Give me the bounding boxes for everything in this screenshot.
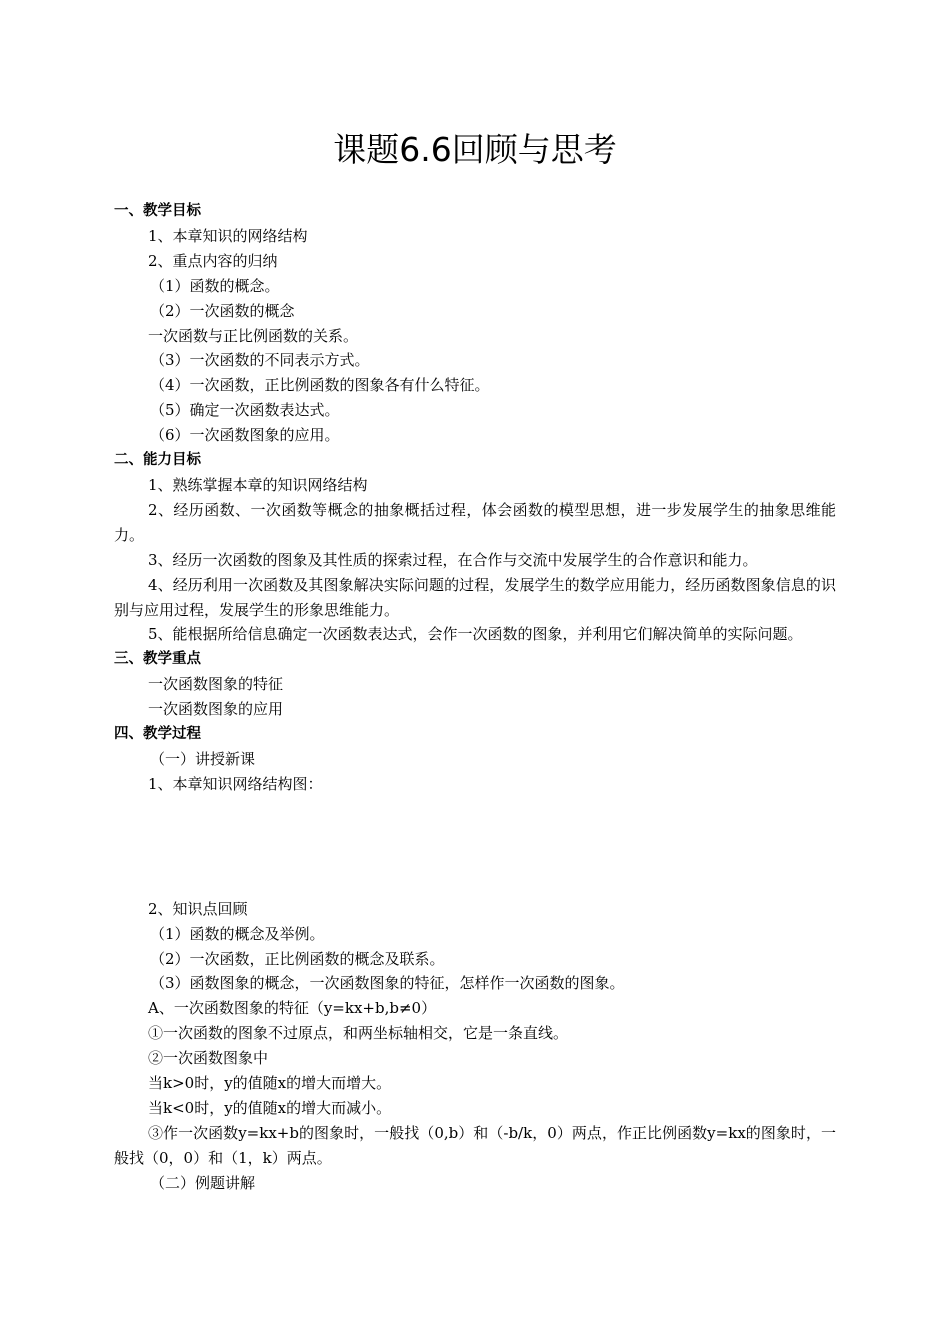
- blank-diagram-space: [114, 797, 836, 897]
- text-line: （5）确定一次函数表达式。: [150, 401, 340, 420]
- page-title: 课题6.6回顾与思考: [333, 130, 617, 169]
- text-line: 1、本章知识的网络结构: [148, 226, 308, 245]
- paragraph: 4、经历利用一次函数及其图象解决实际问题的过程，发展学生的数学应用能力，经历函数图象信息的识别与应用过程，发展学生的形象思维能力。: [114, 575, 836, 619]
- text-line: （1）函数的概念。: [150, 276, 280, 295]
- paragraph: 5、能根据所给信息确定一次函数表达式，会作一次函数的图象，并利用它们解决简单的实际问题。: [148, 625, 803, 644]
- text-line: 3、经历一次函数的图象及其性质的探索过程，在合作与交流中发展学生的合作意识和能力。: [148, 550, 758, 569]
- text-line: A、一次函数图象的特征（y=kx+b,b≠0）: [148, 999, 437, 1018]
- paragraph: 2、经历函数、一次函数等概念的抽象概括过程，体会函数的模型思想，进一步发展学生的抽象思维能力。: [114, 500, 836, 544]
- paragraph: ③作一次函数y=kx+b的图象时，一般找（0,b）和（-b/k，0）两点，作正比例函数y=kx的图象时，一般找（0，0）和（1，k）两点。: [114, 1123, 836, 1167]
- text-line: （4）一次函数，正比例函数的图象各有什么特征。: [150, 376, 490, 395]
- text-line: （1）函数的概念及举例。: [150, 924, 325, 943]
- text-line: 1、熟练掌握本章的知识网络结构: [148, 475, 368, 494]
- text-line: 一次函数图象的应用: [148, 700, 284, 719]
- text-line: 当k>0时，y的值随x的增大而增大。: [148, 1074, 392, 1093]
- section-heading-teaching-goals: 一、教学目标: [114, 203, 201, 219]
- section-heading-ability-goals: 二、能力目标: [114, 452, 201, 469]
- section-heading-key-points: 三、教学重点: [114, 651, 201, 668]
- text-line: ①一次函数的图象不过原点，和两坐标轴相交，它是一条直线。: [148, 1024, 569, 1043]
- text-line: 1、本章知识网络结构图：: [148, 774, 323, 793]
- text-line: （一）讲授新课: [150, 749, 256, 768]
- text-line: 2、知识点回顾: [148, 899, 248, 918]
- document-body: [114, 199, 836, 1196]
- text-line: （3）一次函数的不同表示方式。: [150, 351, 370, 370]
- section-heading-teaching-process: 四、教学过程: [114, 726, 201, 743]
- text-line: 2、重点内容的归纳: [148, 251, 278, 270]
- text-line: （2）一次函数的概念: [150, 301, 295, 320]
- text-line: （二）例题讲解: [150, 1173, 256, 1192]
- text-line: 一次函数图象的特征: [148, 675, 284, 694]
- text-line: 当k<0时，y的值随x的增大而减小。: [148, 1099, 392, 1117]
- text-line: （2）一次函数，正比例函数的概念及联系。: [150, 949, 445, 968]
- text-line: ②一次函数图象中: [148, 1049, 269, 1068]
- text-line: （3）函数图象的概念，一次函数图象的特征，怎样作一次函数的图象。: [150, 974, 625, 993]
- text-line: 一次函数与正比例函数的关系。: [148, 326, 359, 345]
- text-line: （6）一次函数图象的应用。: [150, 426, 340, 445]
